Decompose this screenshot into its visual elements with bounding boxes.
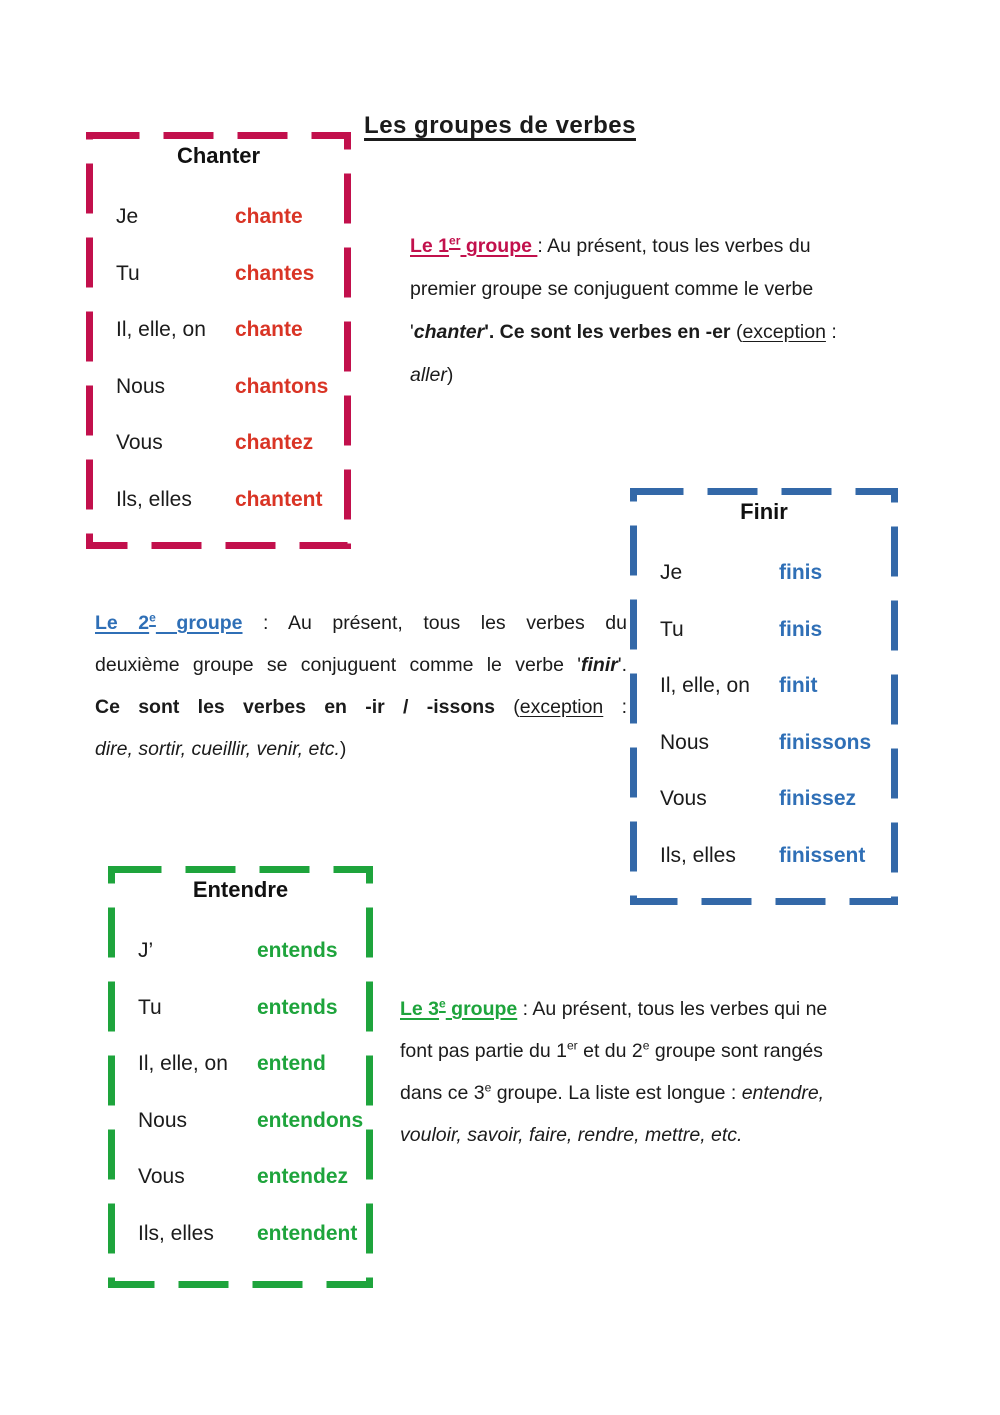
paragraph-group2 <box>95 602 627 770</box>
verb-cell: chante <box>235 205 303 229</box>
text-run: '. <box>617 654 627 676</box>
table-row <box>86 189 351 246</box>
table-row <box>630 771 898 828</box>
verb-cell: entendons <box>257 1108 364 1132</box>
pronoun-cell: J’ <box>138 939 154 963</box>
group2-label: groupe <box>155 612 243 634</box>
pronoun-cell: Nous <box>138 1108 188 1132</box>
paragraph-group3 <box>400 988 900 1156</box>
text-line <box>400 1030 900 1072</box>
table-row <box>86 472 351 529</box>
text-run: Ce sont les verbes en -ir / -issons <box>95 696 514 718</box>
table-row <box>108 923 373 980</box>
table-row <box>630 828 898 885</box>
verb-cell: entendent <box>257 1221 358 1245</box>
conjugation-rows <box>86 189 351 528</box>
pronoun-cell: Nous <box>116 374 166 398</box>
text-run: : <box>825 321 837 343</box>
table-row <box>86 246 351 303</box>
pronoun-cell: Tu <box>116 261 140 285</box>
text-run: : Au présent, tous les verbes qui ne <box>517 998 828 1020</box>
conjugation-rows <box>630 545 898 884</box>
page-title: Les groupes de verbes <box>364 112 636 140</box>
verb-cell: entends <box>257 939 338 963</box>
table-row <box>86 302 351 359</box>
pronoun-cell: Vous <box>138 1165 185 1189</box>
pronoun-cell: Tu <box>660 617 684 641</box>
verb-cell: finissez <box>779 787 857 811</box>
text-run: ) <box>339 738 347 760</box>
verb-cell: finissons <box>779 730 872 754</box>
verb-cell: finit <box>779 674 818 698</box>
paragraph-group1 <box>410 225 890 397</box>
conjugation-box-finir <box>630 488 898 905</box>
table-row <box>108 1036 373 1093</box>
pronoun-cell: Il, elle, on <box>116 318 206 342</box>
table-row <box>108 980 373 1037</box>
verb-cell: chantent <box>235 487 323 511</box>
conjugation-rows <box>108 923 373 1262</box>
text-run: groupe sont rangés <box>649 1040 823 1062</box>
text-line <box>400 1072 900 1114</box>
superscript: er <box>566 1038 578 1053</box>
superscript: e <box>439 996 446 1011</box>
text-run: : Au présent, tous les verbes du <box>242 612 627 634</box>
pronoun-cell: Nous <box>660 730 710 754</box>
text-run: deuxième groupe se conjuguent comme le verbe ' <box>95 654 582 676</box>
superscript: e <box>484 1080 492 1095</box>
table-row <box>86 415 351 472</box>
text-line <box>95 686 627 728</box>
table-row <box>630 715 898 772</box>
table-row <box>86 359 351 416</box>
group3-label: groupe <box>445 998 518 1020</box>
pronoun-cell: Tu <box>138 995 162 1019</box>
text-run: dire, sortir, cueillir, venir, etc. <box>95 738 340 760</box>
text-run: entendre, <box>741 1082 825 1104</box>
pronoun-cell: Vous <box>660 787 707 811</box>
verb-cell: finis <box>779 561 823 585</box>
superscript: e <box>642 1038 650 1053</box>
superscript: e <box>149 610 156 625</box>
box-title-entendre: Entendre <box>192 877 289 902</box>
text-line <box>400 988 900 1030</box>
text-run: : <box>603 696 627 718</box>
text-line <box>95 728 627 770</box>
box-title-finir: Finir <box>740 499 788 524</box>
text-run: et du 2 <box>577 1040 643 1062</box>
text-run: '. Ce sont les verbes en -er <box>484 321 736 343</box>
pronoun-cell: Je <box>660 561 683 585</box>
pronoun-cell: Je <box>116 205 139 229</box>
verb-name: chanter <box>413 321 485 343</box>
text-line: vouloir, savoir, faire, rendre, mettre, etc. <box>400 1124 743 1146</box>
exception-label: exception <box>742 321 826 343</box>
text-line <box>410 311 890 354</box>
text-run: font pas partie du 1 <box>400 1040 567 1062</box>
text-run: dans ce 3 <box>400 1082 485 1104</box>
verb-cell: chantes <box>235 261 315 285</box>
text-run: ) <box>446 364 454 386</box>
conjugation-box-entendre <box>108 866 373 1288</box>
verb-cell: entend <box>257 1052 326 1076</box>
text-line: premier groupe se conjuguent comme le verbe <box>410 278 814 300</box>
verb-cell: entends <box>257 995 338 1019</box>
verb-cell: entendez <box>257 1165 349 1189</box>
group1-label: groupe <box>460 235 538 257</box>
pronoun-cell: Ils, elles <box>660 843 736 867</box>
text-run: ' <box>410 321 414 343</box>
verb-name: finir <box>581 654 618 676</box>
table-row <box>108 1149 373 1206</box>
pronoun-cell: Ils, elles <box>138 1221 214 1245</box>
table-row <box>108 1093 373 1150</box>
text-line <box>410 225 890 268</box>
table-row <box>108 1206 373 1263</box>
group1-label: Le 1 <box>410 235 450 257</box>
pronoun-cell: Vous <box>116 431 163 455</box>
pronoun-cell: Ils, elles <box>116 487 192 511</box>
text-line <box>410 354 890 397</box>
verb-cell: chantons <box>235 374 329 398</box>
table-row <box>630 658 898 715</box>
table-row <box>630 545 898 602</box>
text-run: : Au présent, tous les verbes du <box>537 235 811 257</box>
conjugation-box-chanter <box>86 132 351 549</box>
verb-cell: finissent <box>779 843 866 867</box>
text-run: groupe. La liste est longue : <box>491 1082 742 1104</box>
box-title-chanter: Chanter <box>176 143 261 168</box>
pronoun-cell: Il, elle, on <box>138 1052 228 1076</box>
verb-cell: chante <box>235 318 303 342</box>
text-run: aller <box>410 364 447 386</box>
text-run: ( <box>735 321 743 343</box>
pronoun-cell: Il, elle, on <box>660 674 750 698</box>
group2-label: Le 2 <box>95 612 150 634</box>
text-line <box>95 602 627 644</box>
group3-label: Le 3 <box>400 998 440 1020</box>
verb-cell: chantez <box>235 431 314 455</box>
verb-cell: finis <box>779 617 823 641</box>
text-run: ( <box>513 696 520 718</box>
text-line <box>95 644 627 686</box>
table-row <box>630 602 898 659</box>
exception-label: exception <box>519 696 604 718</box>
superscript: er <box>449 233 461 248</box>
